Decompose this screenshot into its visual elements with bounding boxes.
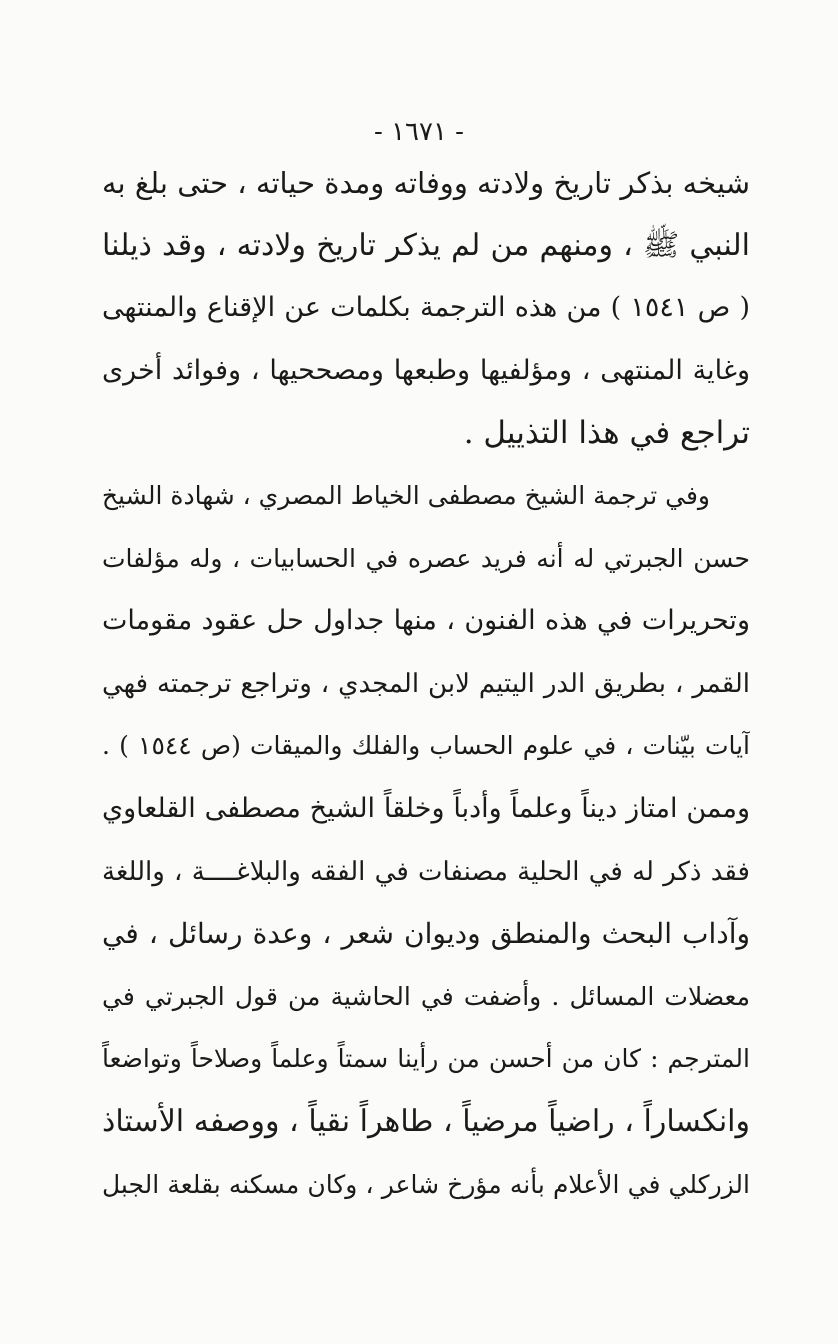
text-line-4: وغاية المنتهى ، ومؤلفيها وطبعها ومصححيها ، وفوائد أخرى — [102, 354, 750, 386]
text-line-1: شيخه بذكر تاريخ ولادته ووفاته ومدة حياته ، حتى بلغ به — [102, 166, 750, 200]
text-line-16: وانكساراً ، راضياً مرضياً ، طاهراً نقياً ، ووصفه الأستاذ — [102, 1103, 750, 1139]
text-line-8: وتحريرات في هذه الفنون ، منها جداول حل عقود مقومات — [102, 605, 750, 637]
text-line-5: تراجع في هذا التذييل . — [463, 415, 750, 452]
body-text — [102, 152, 750, 1216]
text-line-15: المترجم : كان من أحسن من رأينا سمتاً وعلماً وصلاحاً وتواضعاً — [102, 1044, 750, 1074]
text-line-2: النبي ﷺ ، ومنهم من لم يذكر تاريخ ولادته ، وقد ذيلنا — [102, 227, 750, 263]
text-line-7: حسن الجبرتي له أنه فريد عصره في الحسابيات ، وله مؤلفات — [102, 543, 750, 573]
text-line-12: فقد ذكر له في الحلية مصنفات في الفقه والبلاغــــة ، واللغة — [102, 856, 750, 887]
text-line-3: ( ص ١٥٤١ ) من هذه الترجمة بكلمات عن الإقناع والمنتهى — [102, 292, 750, 324]
page-number: - ١٦٧١ - — [374, 117, 464, 147]
text-line-17: الزركلي في الأعلام بأنه مؤرخ شاعر ، وكان مسكنه بقلعة الجبل — [102, 1169, 750, 1199]
text-line-11: وممن امتاز ديناً وعلماً وأدباً وخلقاً الشيخ مصطفى القلعاوي — [102, 792, 750, 824]
text-line-13: وآداب البحث والمنطق وديوان شعر ، وعدة رسائل ، في — [102, 917, 750, 951]
text-line-10: آيات بيّنات ، في علوم الحساب والفلك والميقات (ص ١٥٤٤ ) . — [102, 731, 750, 761]
text-line-9: القمر ، بطريق الدر اليتيم لابن المجدي ، وتراجع ترجمته فهي — [102, 668, 750, 699]
text-line-6: وفي ترجمة الشيخ مصطفى الخياط المصري ، شهادة الشيخ — [102, 480, 710, 510]
text-line-14: معضلات المسائل . وأضفت في الحاشية من قول الجبرتي في — [102, 981, 750, 1011]
